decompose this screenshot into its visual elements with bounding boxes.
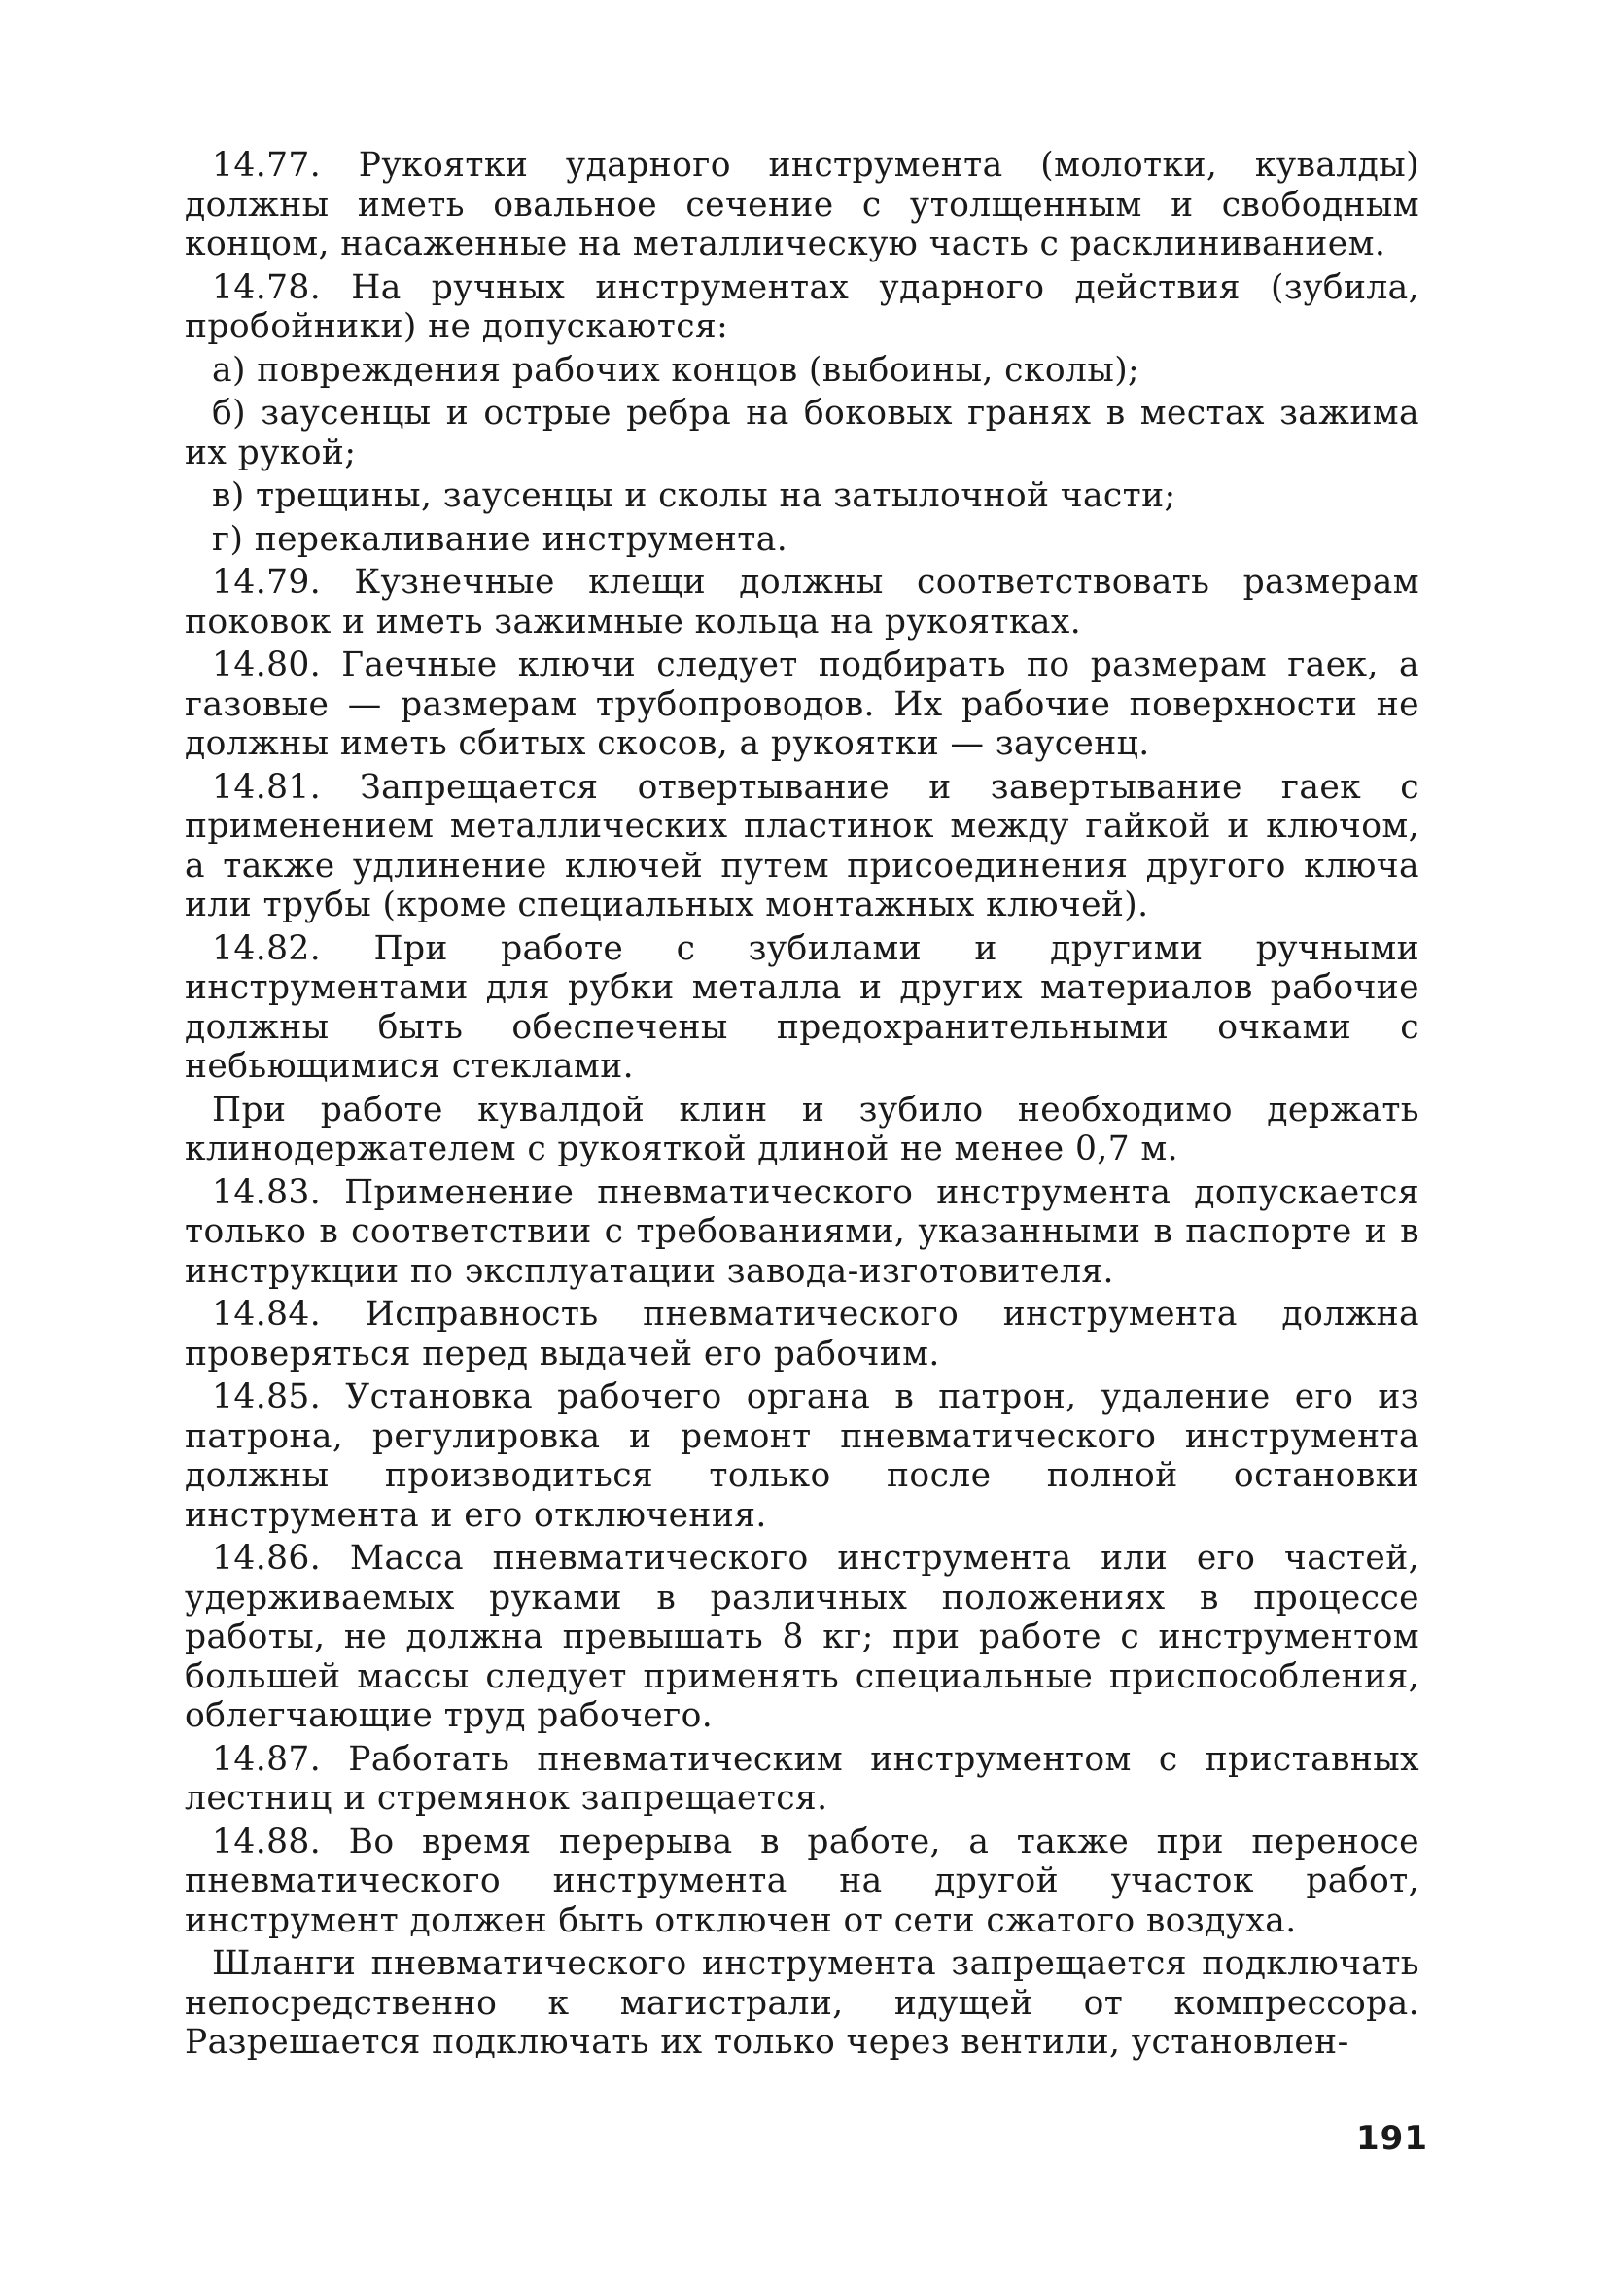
- paragraph-14-79: 14.79. Кузнечные клещи должны соответствовать размерам поковок и иметь зажимные кольца на рукоятках.: [185, 563, 1419, 642]
- list-item-g: г) перекаливание инструмента.: [212, 519, 788, 559]
- page-number: 191: [1356, 2119, 1428, 2158]
- paragraph-14-77: 14.77. Рукоятки ударного инструмента (молотки, кувалды) должны иметь овальное сечение с утолщенным и свободным концом, насаженные на металлическую часть с расклиниванием.: [185, 146, 1419, 263]
- paragraph-14-78: 14.78. На ручных инструментах ударного действия (зубила, пробойники) не допускаются:: [185, 267, 1419, 346]
- paragraph-hoses: Шланги пневматического инструмента запрещается подключать непосредственно к магистрали, идущей от компрессора. Разрешается подключать их только через вентили, установлен-: [185, 1944, 1419, 2062]
- paragraph-14-84: 14.84. Исправность пневматического инструмента должна проверяться перед выдачей его рабочим.: [185, 1295, 1419, 1374]
- paragraph-14-85: 14.85. Установка рабочего органа в патрон, удаление его из патрона, регулировка и ремонт пневматического инструмента должны производиться только после полной остановки инструмента и его отключения.: [185, 1377, 1419, 1535]
- paragraph-14-81: 14.81. Запрещается отвертывание и завертывание гаек с применением металлических пластинок между гайкой и ключом, а также удлинение ключей путем присоединения другого ключа или трубы (кроме специальных монтажных ключей).: [185, 767, 1419, 924]
- list-item-v: в) трещины, заусенцы и сколы на затылочной части;: [212, 476, 1176, 515]
- body-text: [185, 146, 1419, 2067]
- paragraph-14-82: 14.82. При работе с зубилами и другими ручными инструментами для рубки металла и других материалов рабочие должны быть обеспечены предохранительными очками с небьющимися стеклами.: [185, 928, 1419, 1086]
- paragraph-14-86: 14.86. Масса пневматического инструмента или его частей, удерживаемых руками в различных положениях в процессе работы, не должна превышать 8 кг; при работе с инструментом большей массы следует применять специальные приспособления, облегчающие труд рабочего.: [185, 1539, 1419, 1735]
- paragraph-sledgehammer: При работе кувалдой клин и зубило необходимо держать клинодержателем с рукояткой длиной не менее 0,7 м.: [185, 1090, 1419, 1168]
- paragraph-14-80: 14.80. Гаечные ключи следует подбирать по размерам гаек, а газовые — размерам трубопроводов. Их рабочие поверхности не должны иметь сбитых скосов, а рукоятки — заусенц.: [185, 645, 1419, 763]
- paragraph-14-88: 14.88. Во время перерыва в работе, а также при переносе пневматического инструмента на другой участок работ, инструмент должен быть отключен от сети сжатого воздуха.: [185, 1822, 1419, 1940]
- paragraph-14-87: 14.87. Работать пневматическим инструментом с приставных лестниц и стремянок запрещается.: [185, 1739, 1419, 1818]
- list-item-b: б) заусенцы и острые ребра на боковых гранях в местах зажима их рукой;: [185, 394, 1419, 472]
- list-item-a: а) повреждения рабочих концов (выбоины, сколы);: [212, 350, 1140, 390]
- paragraph-14-83: 14.83. Применение пневматического инструмента допускается только в соответствии с требованиями, указанными в паспорте и в инструкции по эксплуатации завода-изготовителя.: [185, 1172, 1419, 1291]
